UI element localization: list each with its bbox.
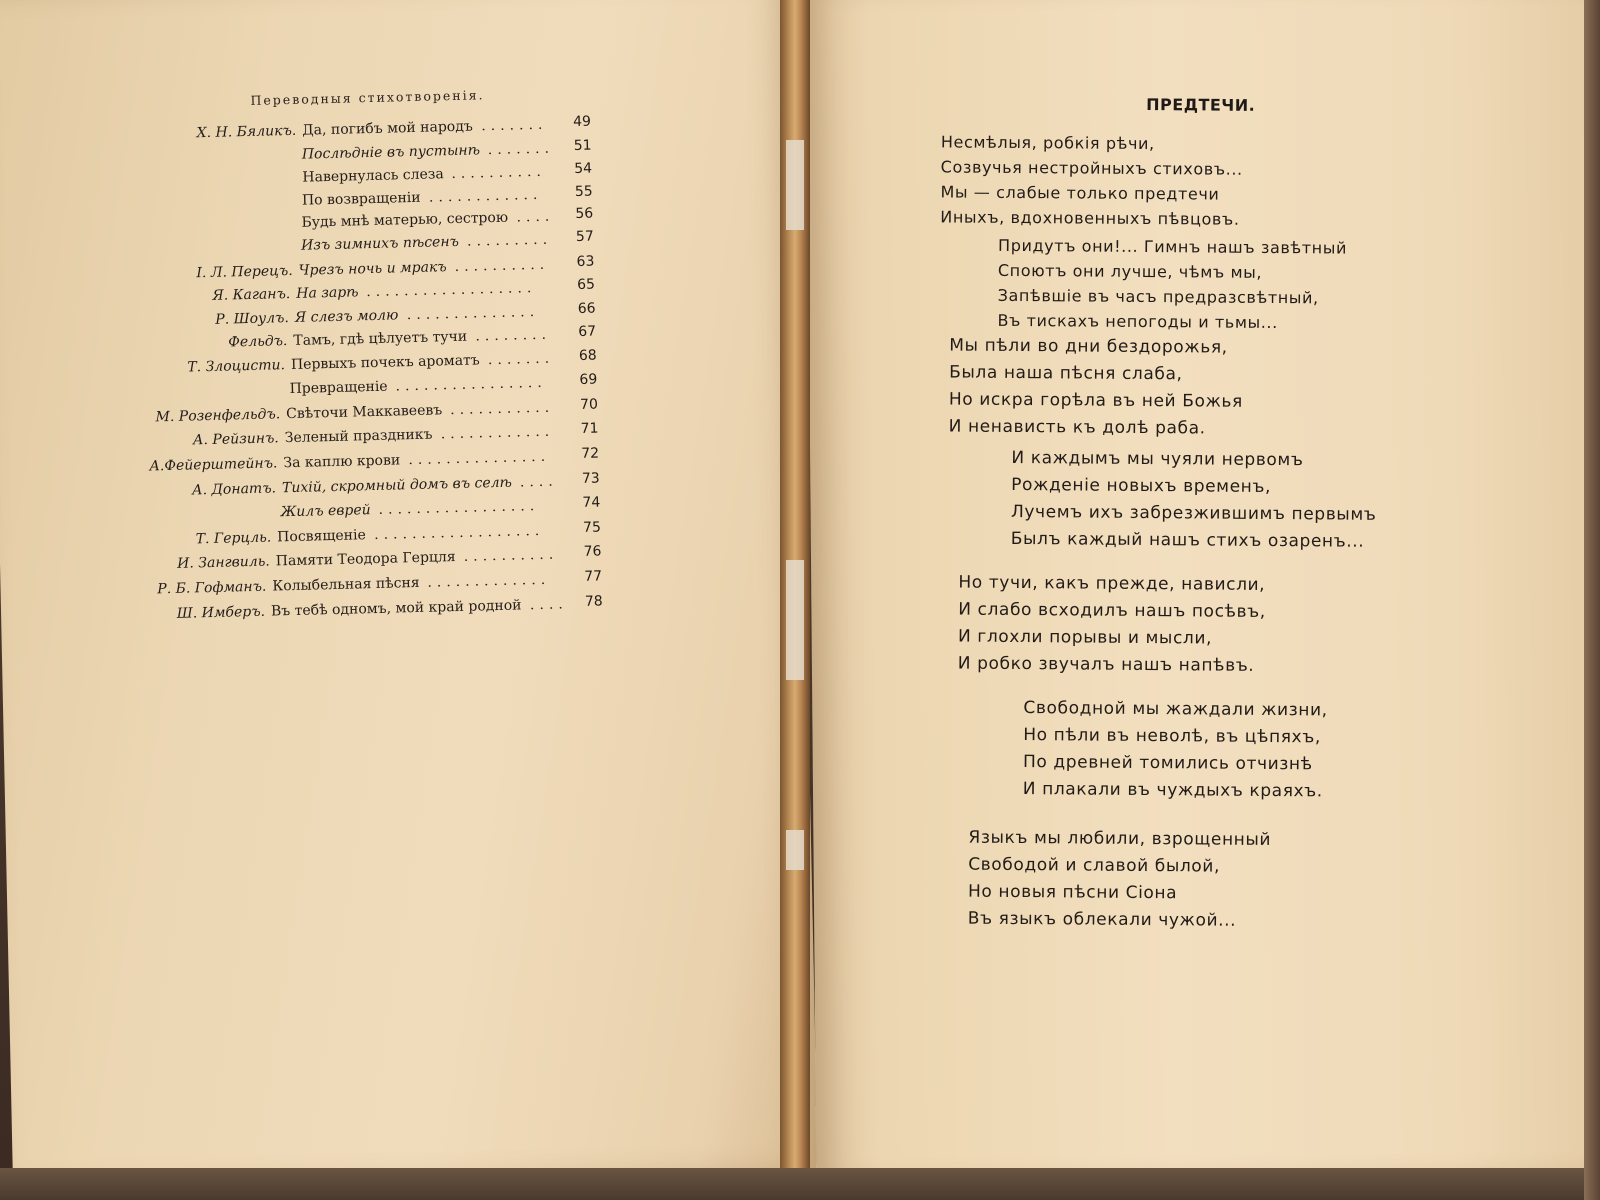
toc-author: А.Фейерштейнъ. (149, 455, 278, 475)
poem-line: Свободой и славой былой, (968, 854, 1221, 877)
toc-page-number: 76 (583, 543, 602, 560)
poem-stanza (940, 129, 1243, 231)
toc-leader-dots: .................. (366, 279, 537, 301)
toc-title: Я слезъ молю (294, 307, 399, 326)
poem-line: Придутъ они!... Гимнъ нашъ завѣтный (998, 235, 1348, 258)
toc-author: Ш. Имберъ. (176, 603, 266, 622)
poem-stanza (968, 825, 1272, 935)
toc-title: По возвращеніи (301, 189, 421, 209)
toc-page-number: 63 (576, 253, 595, 270)
toc-title: Первыхъ почекъ ароматъ (290, 352, 480, 373)
toc-page-number: 72 (581, 445, 600, 462)
toc-leader-dots: ................. (378, 497, 540, 518)
toc-leader-dots: .... (529, 596, 568, 614)
toc-page-number: 66 (577, 300, 596, 317)
poem-line: Но тучи, какъ прежде, нависли, (958, 572, 1266, 595)
toc-leader-dots: .......... (463, 546, 559, 565)
toc-leader-dots: .... (516, 208, 555, 226)
toc-leader-dots: ............... (408, 448, 551, 469)
toc-leader-dots: ........ (475, 326, 552, 345)
poem-line: Созвучья нестройныхъ стиховъ... (940, 157, 1243, 179)
poem-stanza (1011, 445, 1377, 556)
toc-page-number: 69 (579, 371, 598, 388)
toc-leader-dots: ....... (487, 140, 555, 159)
toc-leader-dots: ........... (449, 399, 555, 419)
toc-title: Да, погибъ мой народъ (302, 118, 473, 139)
toc-leader-dots: .......... (454, 256, 550, 275)
toc-title: На зарѣ (296, 284, 359, 302)
toc-title: Въ тебѣ одномъ, мой край родной (270, 597, 522, 620)
poem-line: Была наша пѣсня слаба, (949, 362, 1183, 385)
toc-author: Т. Герцль. (195, 529, 272, 548)
toc-leader-dots: ............ (440, 423, 555, 443)
toc-leader-dots: ....... (487, 350, 555, 369)
poem-line: И глохли порывы и мысли, (957, 626, 1213, 649)
poem-line: И ненависть къ долѣ раба. (948, 416, 1206, 439)
toc-page-number: 57 (575, 228, 594, 245)
toc-page-number: 78 (584, 593, 603, 610)
poem-line: И слабо всходилъ нашъ посѣвъ, (958, 599, 1266, 622)
toc-leader-dots: .......... (451, 163, 547, 183)
poem-line: Рожденіе новыхъ временъ, (1011, 474, 1272, 497)
toc-page-number: 68 (578, 347, 597, 364)
toc-leader-dots: ............ (428, 186, 543, 206)
toc-title: Тихій, скромный домъ въ селѣ (281, 474, 513, 497)
toc-page-number: 49 (572, 113, 592, 131)
toc-page-number: 55 (574, 183, 593, 201)
poem-line: Въ языкъ облекали чужой... (967, 908, 1237, 931)
toc-page-number: 67 (578, 323, 597, 340)
toc-title: Жилъ еврей (280, 502, 371, 521)
toc-title: Зеленый праздникъ (284, 426, 433, 447)
poem-line: Лучемъ ихъ забрезжившимъ первымъ (1010, 501, 1377, 525)
poem-title: ПРЕДТЕЧИ. (1146, 95, 1256, 115)
toc-author: Р. Шоулъ. (215, 310, 290, 328)
toc-author: А. Донатъ. (191, 480, 277, 499)
toc-leader-dots: ....... (481, 116, 548, 135)
toc-page-number: 54 (574, 160, 593, 178)
poem-line: Въ тискахъ непогоды и тьмы... (997, 310, 1278, 333)
poem-line: По древней томились отчизнѣ (1022, 752, 1313, 775)
toc-author: А. Рейзинъ. (192, 430, 279, 449)
toc-title: Свѣточи Маккавеевъ (286, 402, 443, 423)
toc-leader-dots: ................ (395, 374, 547, 395)
toc-page-number: 77 (584, 568, 603, 585)
toc-page-number: 71 (580, 420, 599, 437)
poem-line: Запѣвшіе въ часъ предразсвѣтный, (997, 285, 1319, 308)
poem-line: Мы пѣли во дни бездорожья, (949, 335, 1228, 358)
toc-leader-dots: .... (519, 473, 558, 491)
toc-title: Посвященіе (277, 527, 366, 546)
toc-leader-dots: ......... (466, 231, 553, 250)
toc-author: М. Розенфельдъ. (155, 406, 281, 426)
toc-title: Тамъ, гдѣ цѣлуетъ тучи (293, 328, 468, 349)
toc-page-number: 70 (579, 396, 599, 413)
toc-author: Х. Н. Бяликъ. (196, 122, 297, 142)
poem-line: И робко звучалъ нашъ напѣвъ. (957, 653, 1255, 676)
toc-author: И. Зангвиль. (176, 553, 270, 572)
toc-leader-dots: .............. (406, 303, 540, 324)
toc-page-number: 75 (582, 519, 602, 536)
poem-line: Былъ каждый нашъ стихъ озаренъ... (1010, 528, 1365, 552)
poem-stanza (949, 332, 1244, 442)
poem-line: Но пѣли въ неволѣ, въ цѣпяхъ, (1023, 725, 1321, 748)
toc-title: Памяти Теодора Герцля (275, 549, 456, 570)
poem-stanza (958, 570, 1266, 680)
toc-title: Будь мнѣ матерью, сестрою (301, 209, 509, 231)
poem-line: Языкъ мы любили, взрощенный (968, 827, 1272, 851)
toc-title: Изъ зимнихъ пѣсенъ (300, 233, 460, 254)
toc-author: Т. Злоцисти. (187, 357, 286, 376)
toc-page-number: 74 (582, 494, 601, 511)
toc-author: І. Л. Перецъ. (196, 262, 293, 282)
poem-line: И каждымъ мы чуяли нервомъ (1011, 447, 1304, 471)
toc-title: Навернулась слеза (302, 166, 445, 186)
toc-title: Послѣдніе въ пустынѣ (301, 142, 481, 163)
toc-author: Р. Б. Гофманъ. (157, 578, 267, 598)
toc-title: Колыбельная пѣсня (272, 574, 420, 595)
toc-author: Фельдъ. (228, 333, 288, 351)
toc-leader-dots: .................. (373, 522, 545, 544)
poem-line: Споютъ они лучше, чѣмъ мы, (997, 260, 1263, 282)
poem-line: Свободной мы жаждали жизни, (1023, 698, 1328, 721)
poem-line: И плакали въ чуждыхъ краяхъ. (1022, 779, 1323, 802)
poem-stanza (997, 233, 1347, 336)
poem-line: Но искра горѣла въ ней Божья (948, 389, 1243, 412)
poem-stanza (1023, 695, 1328, 805)
toc-page-number: 56 (575, 205, 594, 223)
poem-line: Иныхъ, вдохновенныхъ пѣвцовъ. (940, 207, 1240, 229)
toc-heading: Переводныя стихотворенія. (250, 87, 485, 108)
toc-page-number: 65 (576, 276, 596, 293)
toc-page-number: 73 (581, 470, 600, 487)
toc-title: Превращеніе (289, 378, 388, 398)
poem-line: Мы — слабые только предтечи (940, 182, 1220, 204)
toc-title: Чрезъ ночь и мракъ (298, 259, 447, 279)
poem-line: Несмѣлыя, робкія рѣчи, (940, 132, 1155, 154)
poem-line: Но новыя пѣсни Сіона (967, 881, 1178, 904)
toc-title: За каплю крови (283, 452, 401, 472)
toc-author: Я. Каганъ. (212, 285, 291, 304)
toc-page-number: 51 (573, 137, 592, 155)
toc-leader-dots: ............. (427, 571, 551, 591)
